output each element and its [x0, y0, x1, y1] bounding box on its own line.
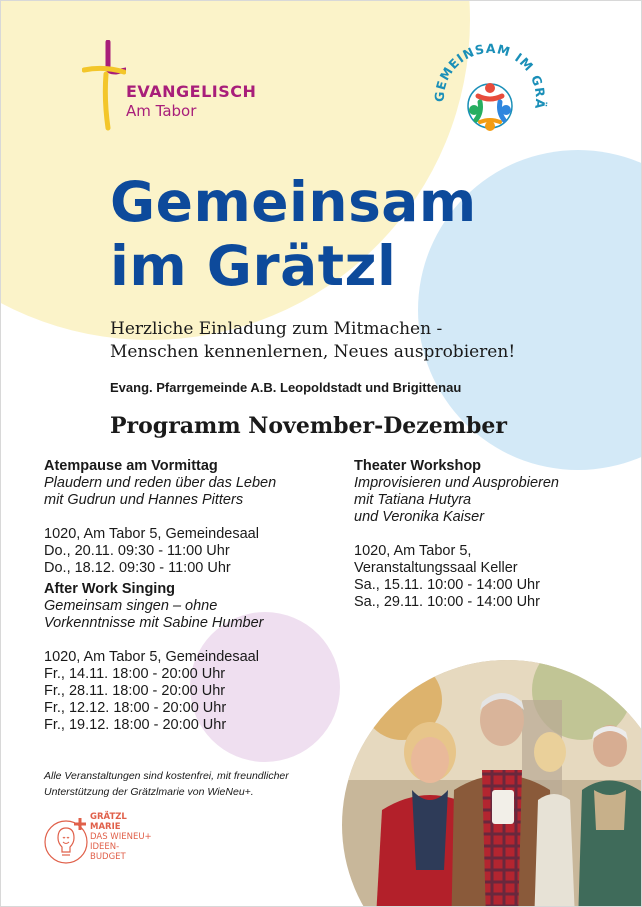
- sponsor-line-1: GRÄTZL: [90, 812, 127, 822]
- title-line-2: im Grätzl: [110, 234, 397, 298]
- tagline-line-2: Menschen kennenlernen, Neues ausprobieren!: [110, 342, 516, 362]
- event-description: Gemeinsam singen – ohne: [44, 598, 218, 614]
- sponsor-line-2: MARIE: [90, 822, 121, 832]
- program-title: Programm November-Dezember: [110, 413, 508, 439]
- event-date: Sa., 29.11. 10:00 - 14:00 Uhr: [354, 594, 540, 610]
- event-location: 1020, Am Tabor 5, Gemeindesaal: [44, 526, 259, 542]
- sponsor-line-5: BUDGET: [90, 852, 126, 862]
- event-description: mit Gudrun und Hannes Pitters: [44, 492, 244, 508]
- event-location: 1020, Am Tabor 5, Gemeindesaal: [44, 649, 259, 665]
- event-date: Fr., 19.12. 18:00 - 20:00 Uhr: [44, 717, 227, 733]
- event-date: Do., 18.12. 09:30 - 11:00 Uhr: [44, 560, 231, 576]
- event-title: After Work Singing: [44, 581, 176, 597]
- footer-note-line-1: Alle Veranstaltungen sind kostenfrei, mit freundlicher: [44, 770, 289, 782]
- event-title: Atempause am Vormittag: [44, 458, 218, 474]
- sponsor-line-3: DAS WIENEU+: [90, 832, 152, 842]
- church-logo-name: EVANGELISCH: [126, 82, 257, 101]
- event-date: Sa., 15.11. 10:00 - 14:00 Uhr: [354, 577, 540, 593]
- event-date: Do., 20.11. 09:30 - 11:00 Uhr: [44, 543, 230, 559]
- event-description: und Veronika Kaiser: [354, 509, 485, 525]
- event-title: Theater Workshop: [354, 458, 482, 474]
- sponsor-line-4: IDEEN-: [90, 842, 120, 852]
- community-logo-text: GEMEINSAM IM GRÄ: [431, 40, 549, 110]
- title-line-1: Gemeinsam: [110, 170, 477, 234]
- event-date: Fr., 14.11. 18:00 - 20:00 Uhr: [44, 666, 226, 682]
- event-description: Vorkenntnisse mit Sabine Humber: [44, 615, 264, 631]
- tagline-line-1: Herzliche Einladung zum Mitmachen -: [110, 319, 443, 339]
- footer-note-line-2: Unterstützung der Grätzlmarie von WieNeu+.: [44, 786, 254, 798]
- event-location: 1020, Am Tabor 5,: [354, 543, 472, 559]
- event-description: Plaudern und reden über das Leben: [44, 475, 277, 491]
- event-description: Improvisieren und Ausprobieren: [354, 475, 559, 491]
- event-date: Fr., 28.11. 18:00 - 20:00 Uhr: [44, 683, 226, 699]
- event-description: mit Tatiana Hutyra: [354, 492, 472, 508]
- event-location: Veranstaltungssaal Keller: [354, 560, 518, 576]
- event-date: Fr., 12.12. 18:00 - 20:00 Uhr: [44, 700, 227, 716]
- church-logo-sub: Am Tabor: [126, 102, 197, 120]
- organizer: Evang. Pfarrgemeinde A.B. Leopoldstadt und Brigittenau: [110, 380, 462, 395]
